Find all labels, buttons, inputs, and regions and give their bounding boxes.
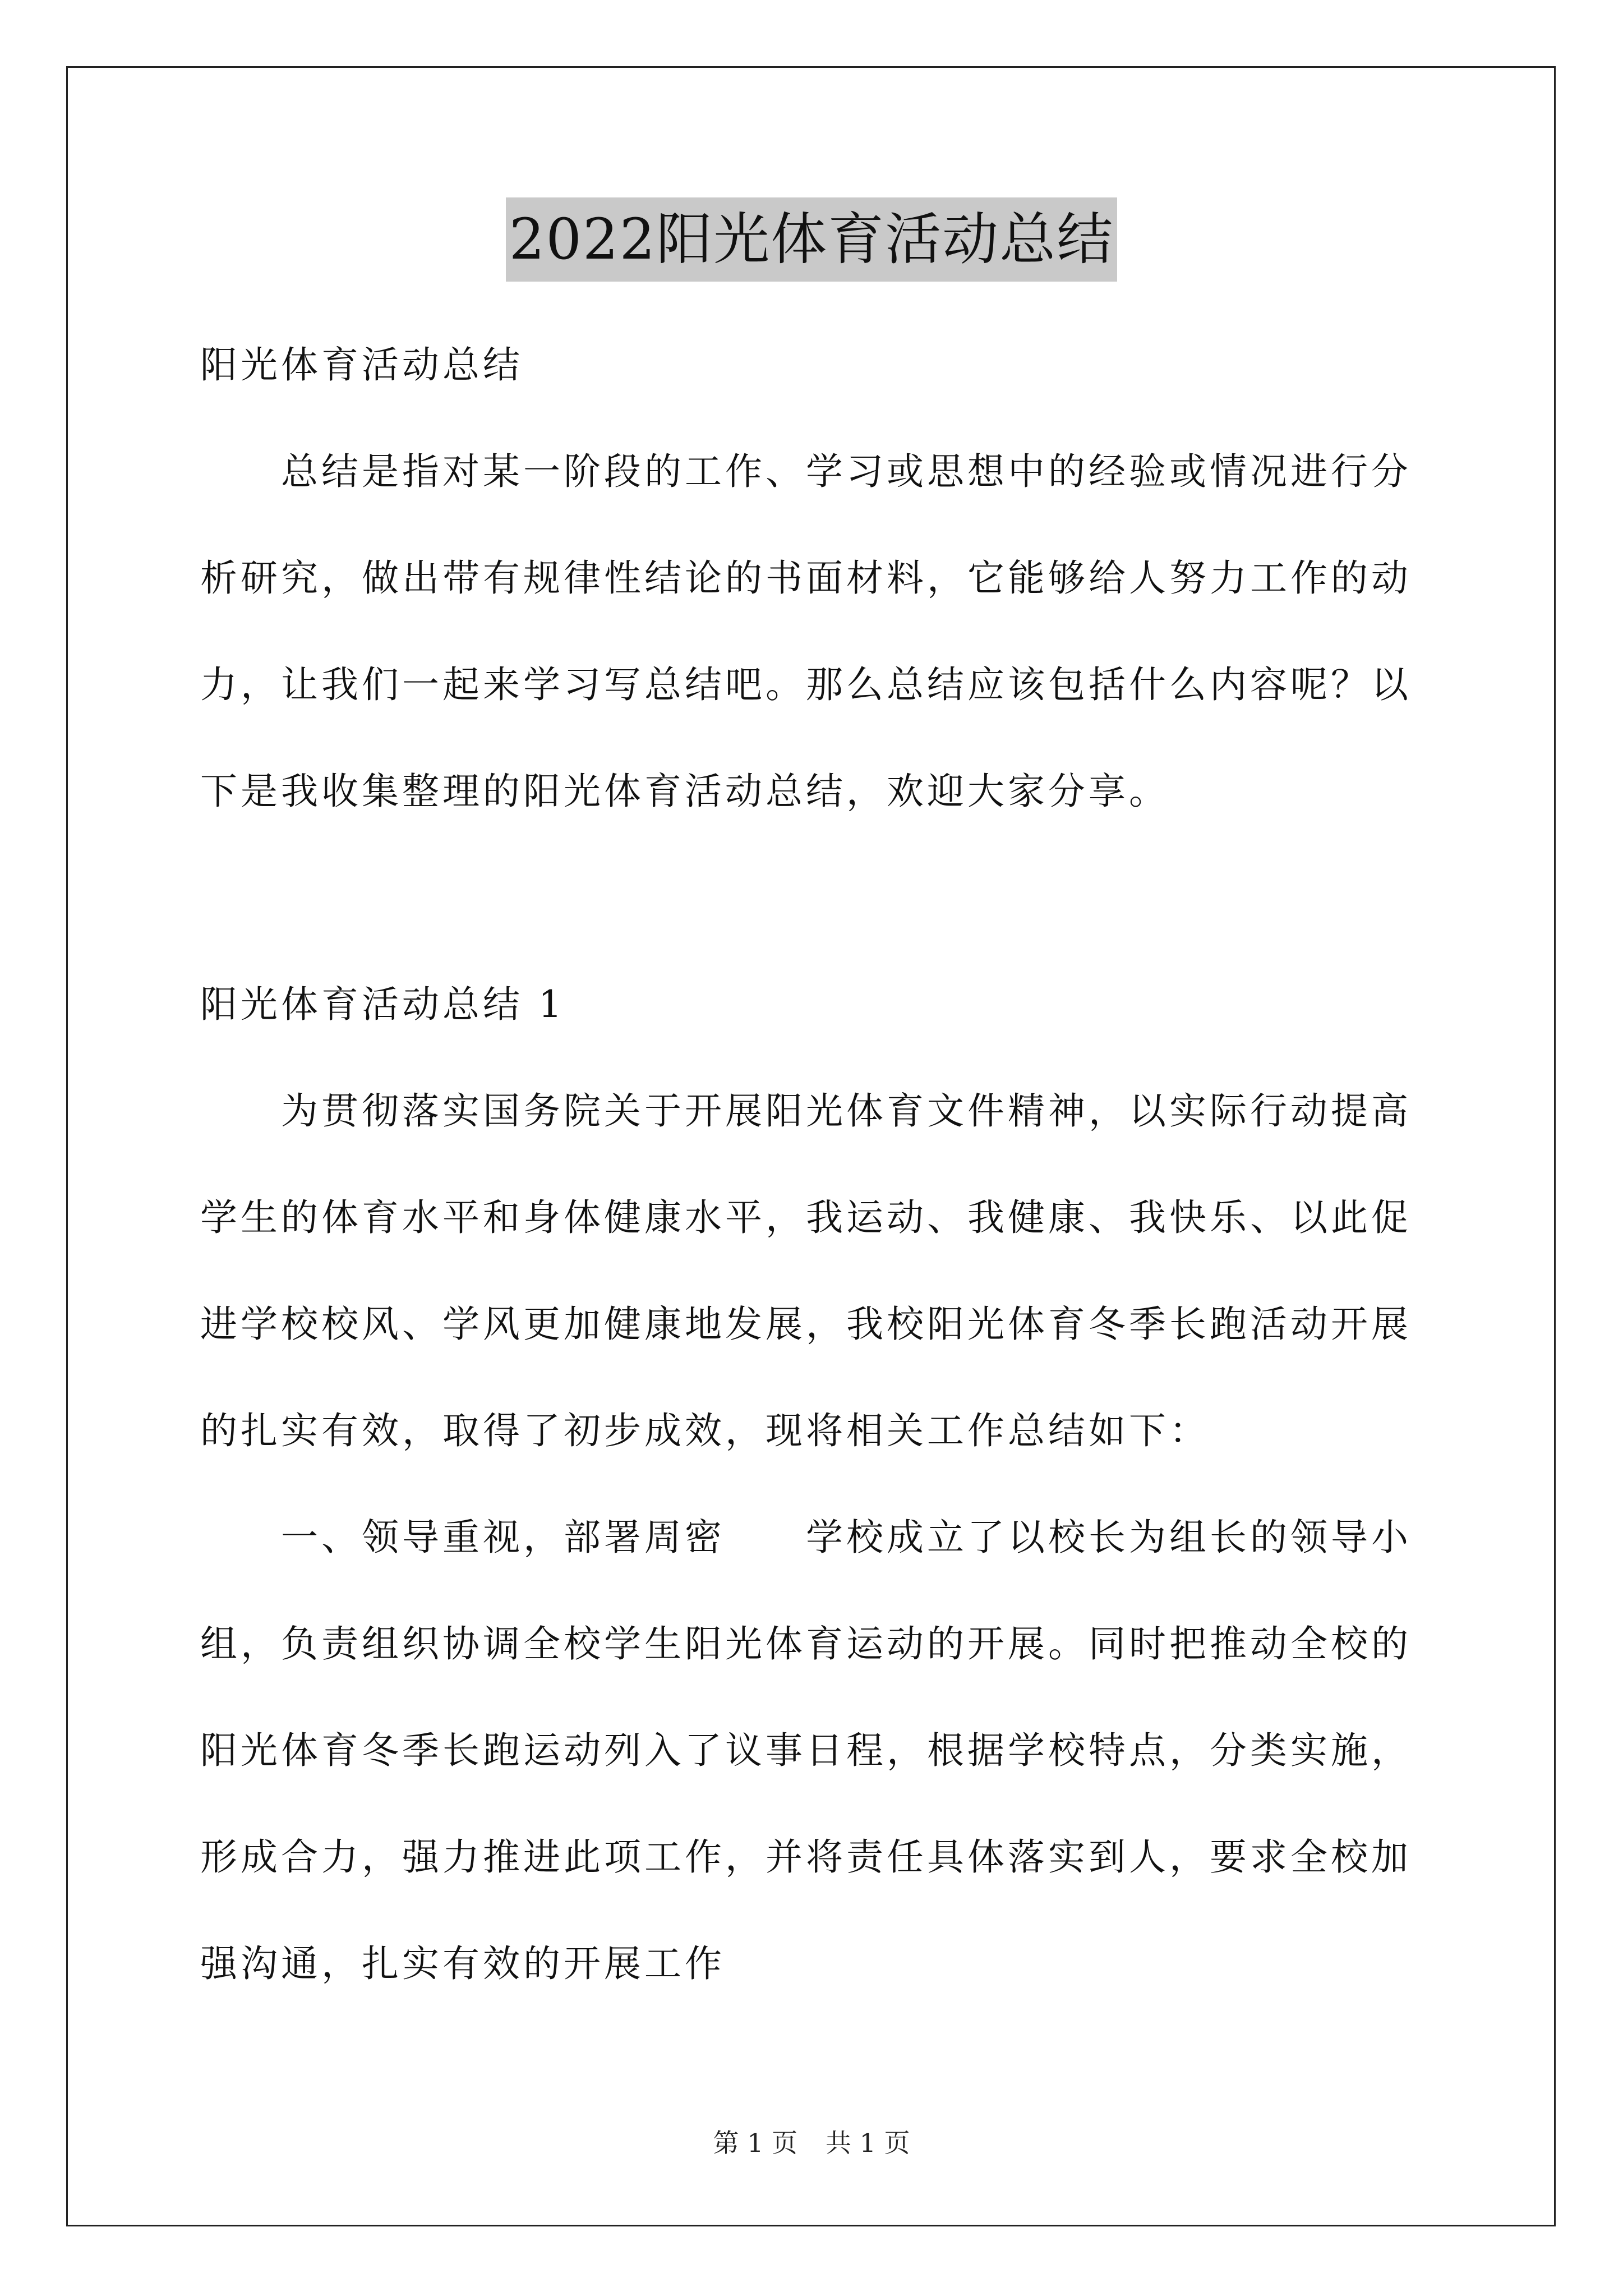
document-body (200, 312, 1434, 2017)
section-heading: 阳光体育活动总结 1 (200, 983, 565, 1026)
page-number: 第 1 页 (713, 2128, 797, 2158)
subtitle: 阳光体育活动总结 (200, 343, 523, 386)
paragraph-line: 力，让我们一起来学习写总结吧。那么总结应该包括什么内容呢？以 (200, 663, 1412, 706)
blank-line (200, 845, 1434, 951)
title-container (0, 197, 1623, 282)
document-title: 2022阳光体育活动总结 (506, 197, 1118, 282)
paragraph-line: 总结是指对某一阶段的工作、学习或思想中的经验或情况进行分 (281, 450, 1412, 493)
paragraph-line: 一、领导重视，部署周密 学校成立了以校长为组长的领导小 (281, 1516, 1412, 1559)
paragraph-line: 组，负责组织协调全校学生阳光体育运动的开展。同时把推动全校的 (200, 1622, 1412, 1665)
paragraph-line: 的扎实有效，取得了初步成效，现将相关工作总结如下： (200, 1409, 1210, 1452)
paragraph-line: 阳光体育冬季长跑运动列入了议事日程，根据学校特点，分类实施， (200, 1729, 1412, 1772)
paragraph-line: 形成合力，强力推进此项工作，并将责任具体落实到人，要求全校加 (200, 1835, 1412, 1879)
paragraph-line: 下是我收集整理的阳光体育活动总结，欢迎大家分享。 (200, 770, 1169, 813)
paragraph-line: 析研究，做出带有规律性结论的书面材料，它能够给人努力工作的动 (200, 556, 1412, 600)
page-total: 共 1 页 (826, 2128, 910, 2158)
page-footer (0, 2126, 1623, 2160)
paragraph-line: 进学校校风、学风更加健康地发展，我校阳光体育冬季长跑活动开展 (200, 1303, 1412, 1346)
paragraph-line: 为贯彻落实国务院关于开展阳光体育文件精神，以实际行动提高 (281, 1089, 1412, 1133)
paragraph-line: 学生的体育水平和身体健康水平，我运动、我健康、我快乐、以此促 (200, 1196, 1412, 1239)
paragraph-line: 强沟通，扎实有效的开展工作 (200, 1942, 725, 1985)
